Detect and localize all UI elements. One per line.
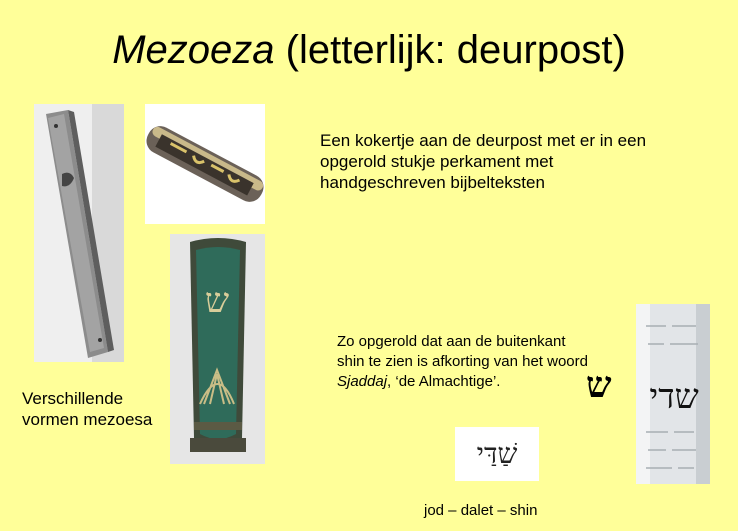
shin-text-part2: , ‘de Almachtige’. (387, 373, 501, 390)
shaddai-image (455, 427, 539, 481)
description-text: Een kokertje aan de deurpost met er in een opgerold stukje perkament met handgeschreven bijbelteksten (320, 131, 647, 192)
shin-glyph-mezuzah: ש (204, 281, 230, 321)
shin-explanation (337, 332, 597, 392)
shin-text-italic: Sjaddaj (337, 373, 388, 390)
title-italic: Mezoeza (112, 28, 275, 72)
mezuzah-photo-tube (145, 104, 265, 224)
title-rest: (letterlijk: deurpost) (274, 28, 626, 72)
shin-text-part1: Zo opgerold dat aan de buitenkant shin te zien is afkorting van het woord (337, 333, 588, 370)
shin-letter: ש (586, 364, 612, 406)
slide-title (0, 28, 738, 73)
scroll-photo (636, 304, 710, 484)
shaddai-glyph: שַׁדַּי (476, 437, 518, 470)
mezuzah-photo-metal (34, 104, 124, 362)
mezuzah-photo-green (170, 234, 265, 464)
scroll-glyph: שדי (649, 377, 699, 417)
caption-letters: jod – dalet – shin (424, 502, 538, 519)
forms-text: Verschillende vormen mezoesa (22, 389, 153, 429)
